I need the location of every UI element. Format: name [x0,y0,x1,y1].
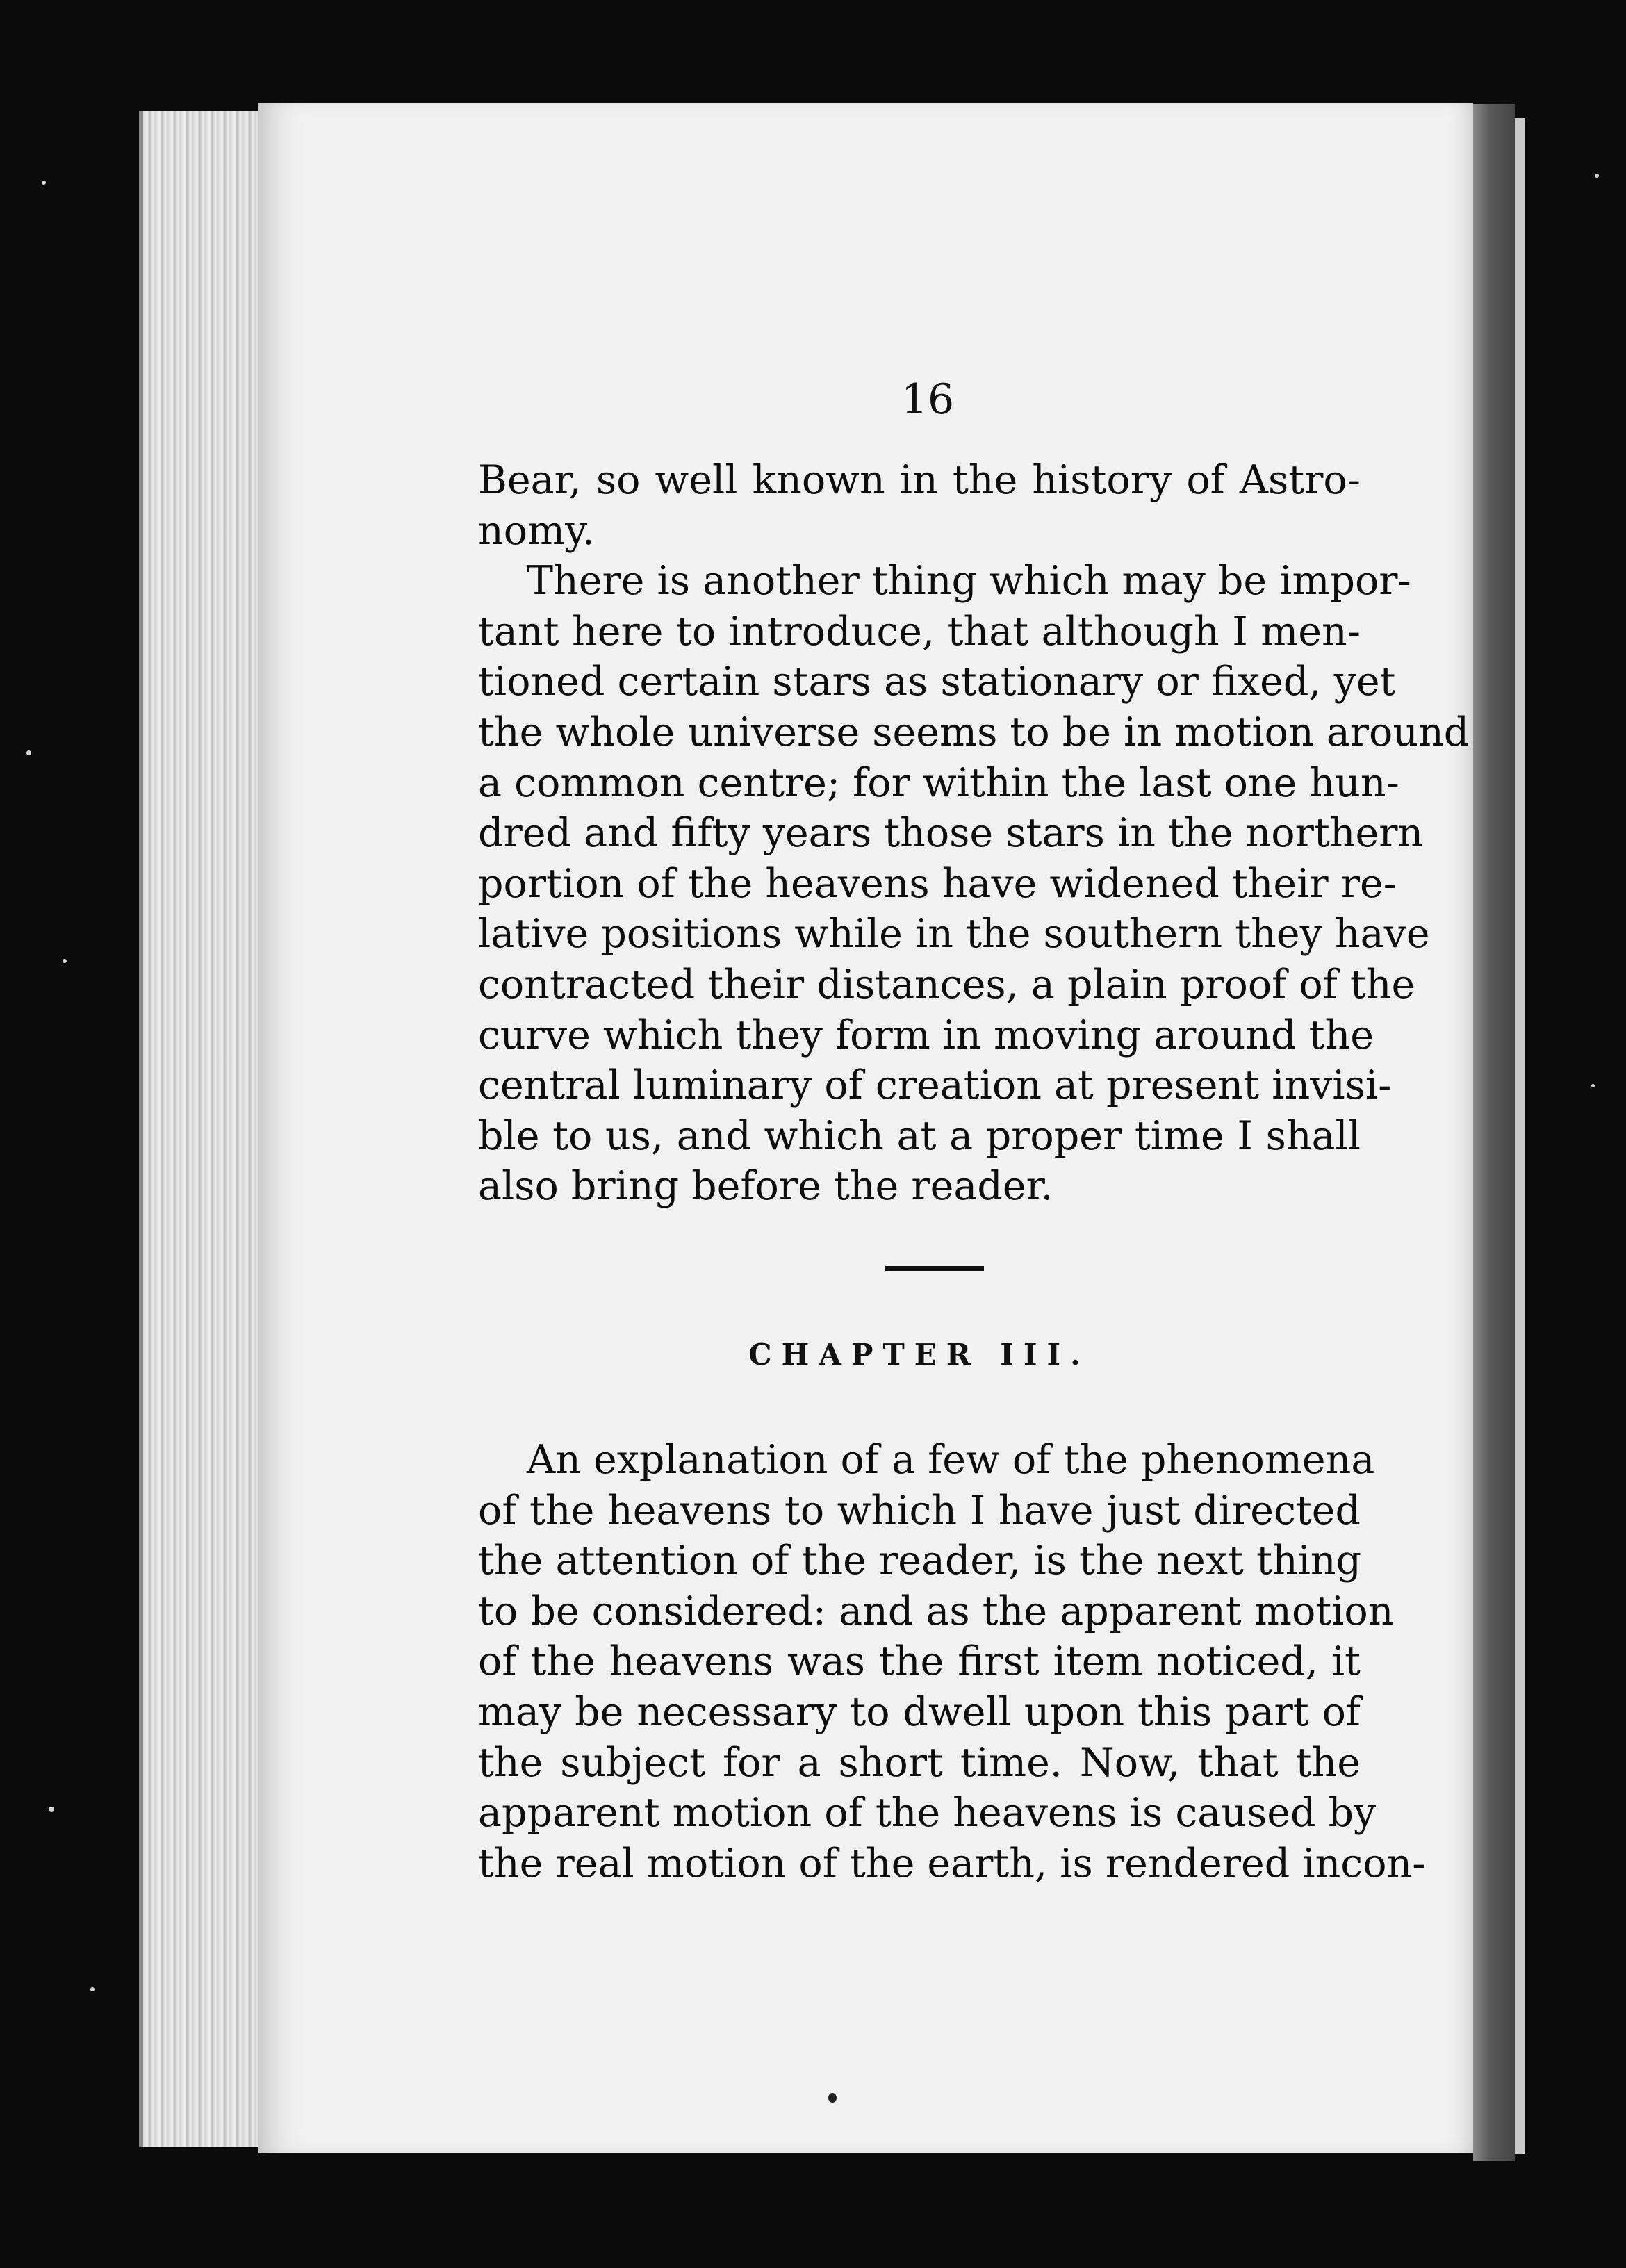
text-line: curve which they form in moving around the [478,1012,1374,1058]
binding-edge [1515,118,1525,2154]
text-line: apparent motion of the heavens is caused by [478,1790,1377,1836]
text-line: lative positions while in the southern they have [478,911,1430,958]
text-line: There is another thing which may be impor- [527,558,1411,605]
dust-speck [90,1987,95,1991]
text-line: of the heavens was the first item noticed, it [478,1638,1361,1685]
book-binding [1473,104,1515,2161]
ink-mark [828,2093,837,2103]
book-page-edges [139,111,268,2147]
text-line: of the heavens to which I have just directed [478,1487,1361,1534]
text-line: central luminary of creation at present invisi- [478,1062,1392,1109]
text-line: the subject for a short time. Now, that the [478,1739,1361,1786]
dust-speck [63,959,67,963]
text-line: contracted their distances, a plain proof of the [478,961,1415,1008]
text-line: tioned certain stars as stationary or fixed, yet [478,659,1396,705]
text-line: the attention of the reader, is the next thing [478,1538,1362,1584]
dust-speck [1591,1084,1595,1087]
text-line: nomy. [478,507,595,554]
dust-speck [49,1807,54,1812]
text-line: Bear, so well known in the history of Astro- [478,457,1361,503]
text-line: portion of the heavens have widened their re- [478,860,1397,907]
section-divider [885,1266,984,1271]
text-column-top [478,455,1470,1212]
chapter-heading: CHAPTER III. [748,1338,1090,1372]
text-line: An explanation of a few of the phenomena [527,1437,1375,1483]
text-line: may be necessary to dwell upon this part of [478,1688,1361,1735]
dust-speck [42,181,46,185]
text-line: ble to us, and which at a proper time I shall [478,1112,1361,1159]
page-number: 16 [901,375,955,424]
text-line: tant here to introduce, that although I men- [478,608,1361,655]
text-column-bottom [478,1435,1426,1889]
text-line: a common centre; for within the last one hun- [478,759,1399,806]
dust-speck [26,750,31,755]
text-line: also bring before the reader. [478,1163,1053,1210]
text-line: the whole universe seems to be in motion around [478,709,1470,755]
text-line: the real motion of the earth, is rendered incon- [478,1840,1426,1887]
text-line: dred and fifty years those stars in the northern [478,810,1424,857]
dust-speck [1595,174,1599,178]
text-line: to be considered: and as the apparent motion [478,1588,1394,1634]
